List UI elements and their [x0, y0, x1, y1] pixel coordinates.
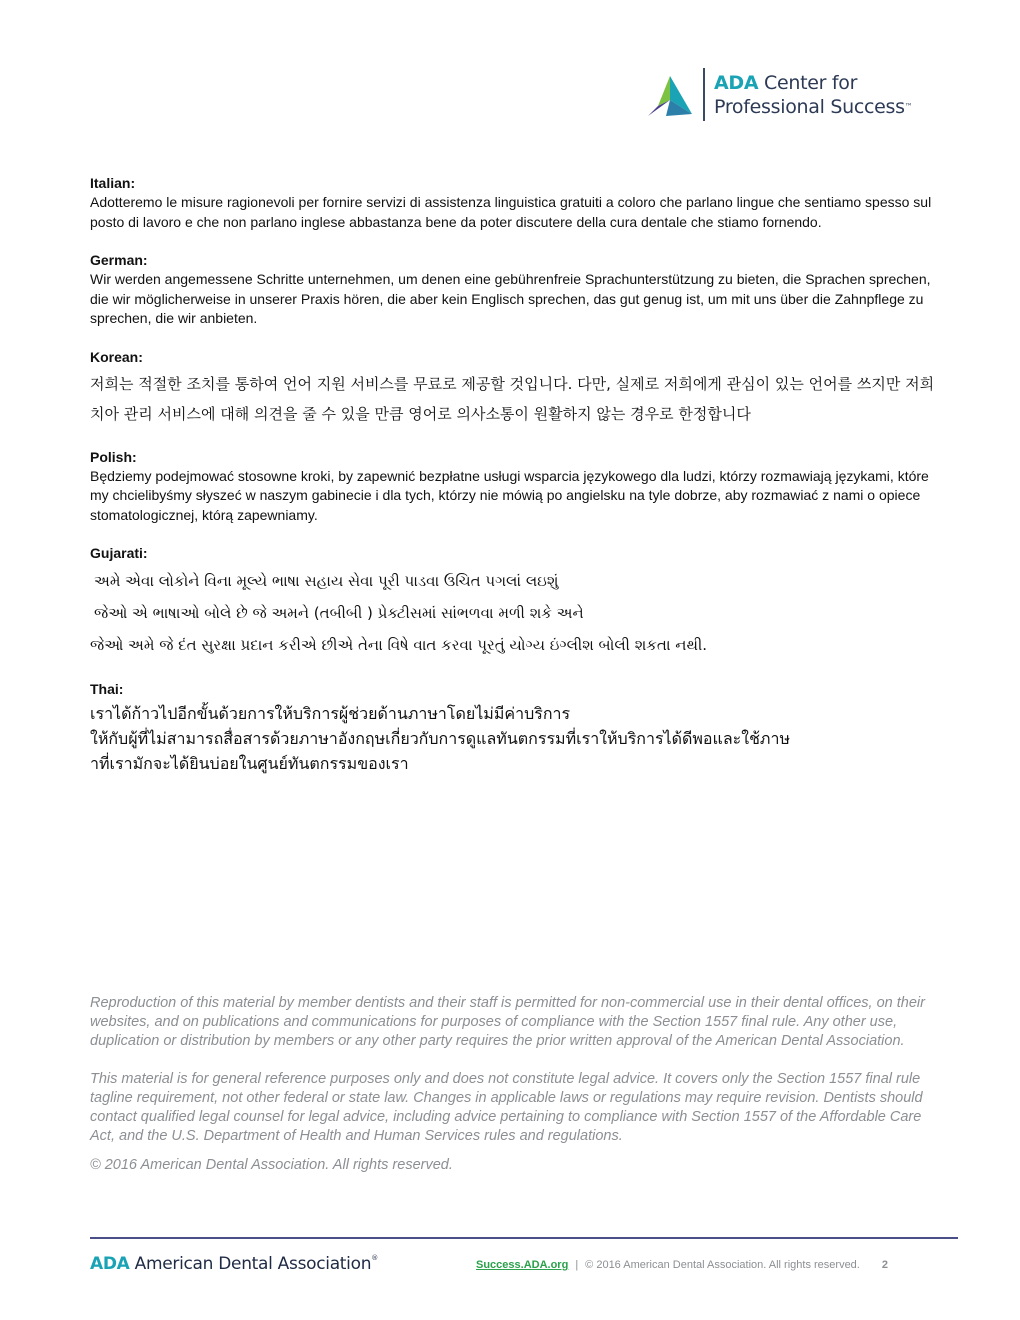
logo-divider	[703, 68, 705, 121]
language-label: German:	[90, 252, 148, 268]
section-gujarati	[90, 544, 940, 661]
section-german	[90, 251, 940, 329]
language-text: Adotteremo le misure ragionevoli per fornire servizi di assistenza linguistica gratuiti a coloro che parlano lingue che sentiamo spesso sul posto di lavoro e che non parlano inglese abbastanza bene da poter discutere della cura dentale che stiamo fornendo.	[90, 194, 932, 230]
footer-copyright: © 2016 American Dental Association. All rights reserved.	[585, 1259, 860, 1271]
section-thai	[90, 680, 940, 776]
section-italian	[90, 174, 940, 232]
language-label: Italian:	[90, 175, 136, 191]
tagline-content	[90, 174, 940, 795]
footer-divider	[90, 1237, 958, 1239]
language-text: เราได้ก้าวไปอีกขั้นด้วยการให้บริการผู้ช่วยด้านภาษาโดยไม่มีค่าบริการ ให้กับผู้ที่ไม่สามารถสื่อสารด้วยภาษาอังกฤษเกี่ยวกับการดูแลทันตกรรมที่เราให้บริการได้ดีพอและใช้ภาษ าที่เรามักจะได้ยินบ่อยในศูนย์ทันตกรรมของเรา	[90, 704, 790, 773]
section-korean	[90, 348, 940, 429]
language-label: Polish:	[90, 448, 137, 465]
footer-website-link[interactable]: Success.ADA.org	[476, 1259, 569, 1271]
disclaimer-note: This material is for general reference purposes only and does not constitute legal advice. It covers only the Section 1557 final rule tagline requirement, not other federal or state law. Changes in applicable laws or regulations may require revision. Dentists should contact qualified legal counsel for legal advice, including advice pertaining to compliance with Section 1557 of the Affordable Care Act, and the U.S. Department of Health and Human Services rules and regulations.	[90, 1070, 923, 1145]
footer-separator: |	[575, 1259, 579, 1271]
logo-line2: Professional Success	[714, 96, 905, 118]
gujarati-line: જેઓ એ ભાષાઓ બોલે છે જે અમને (તબીબી ) પ્રેક્ટીસમાં સાંભળવા મળી શકે અને	[94, 604, 584, 622]
legal-notes	[90, 994, 940, 1194]
page-number: 2	[881, 1259, 888, 1271]
language-text: Będziemy podejmować stosowne kroki, by zapewnić bezpłatne usługi wsparcia językowego dla ludzi, którzy rozmawiają językami, które my chcielibyśmy słyszeć w naszym gabinecie i dla tych, którzy nie mówią po angielsku na tyle dobrze, aby rozmawiać z nami o opiece stomatologicznej, którą zapewniamy.	[90, 467, 929, 523]
gujarati-line: જેઓ અમે જે દંત સુરક્ષા પ્રદાન કરીએ છીએ તેના વિષે વાત કરવા પૂરતું યોગ્ય ઇંગ્લીશ બોલી શકતા નથી.	[90, 636, 708, 654]
reproduction-note: Reproduction of this material by member dentists and their staff is permitted for non-commercial use in their dental offices, on their websites, and on publications and communications for purposes of compliance with the Section 1557 final rule. Any other use, duplication or distribution by members or any other party requires the prior written approval of the American Dental Association.	[90, 995, 925, 1050]
footer-logo-ada: ADA	[90, 1254, 130, 1274]
logo-tm: ™	[904, 102, 913, 111]
logo-wordmark	[714, 71, 1004, 119]
language-text: 저희는 적절한 조치를 통하여 언어 지원 서비스를 무료로 제공할 것입니다. 다만, 실제로 저희에게 관심이 있는 언어를 쓰지만 저희 치아 관리 서비스에 대해 의견을 줄 수 있을 만큼 영어로 의사소통이 원활하지 않는 경우로 한정합니다	[90, 374, 935, 423]
section-polish	[90, 448, 940, 526]
language-text: Wir werden angemessene Schritte unternehmen, um denen eine gebührenfreie Sprachunterstützung zu bieten, die Sprachen sprechen, die wir möglicherweise in unserer Praxis hören, die aber kein Englisch sprechen, das gut genug ist, um mit uns über die Zahnpflege zu sprechen, die wir anbieten.	[90, 271, 931, 326]
language-text	[90, 565, 940, 661]
gujarati-line: અમે એવા લોકોને વિના મૂલ્યે ભાષા સહાય સેવા પૂરી પાડવા ઉચિત પગલાં લઇશું	[94, 572, 559, 590]
logo-line1: Center for	[764, 72, 858, 94]
footer-logo	[90, 1254, 378, 1274]
language-label: Thai:	[90, 681, 124, 697]
language-label: Korean:	[90, 348, 143, 365]
logo-ada: ADA	[714, 72, 759, 94]
footer-meta	[476, 1259, 888, 1271]
footer-logo-reg: ®	[371, 1254, 378, 1262]
ada-triangle-logo-icon	[646, 74, 694, 118]
copyright-note: © 2016 American Dental Association. All rights reserved.	[90, 1157, 453, 1174]
language-label: Gujarati:	[90, 545, 148, 561]
footer-logo-name: American Dental Association	[134, 1254, 372, 1274]
